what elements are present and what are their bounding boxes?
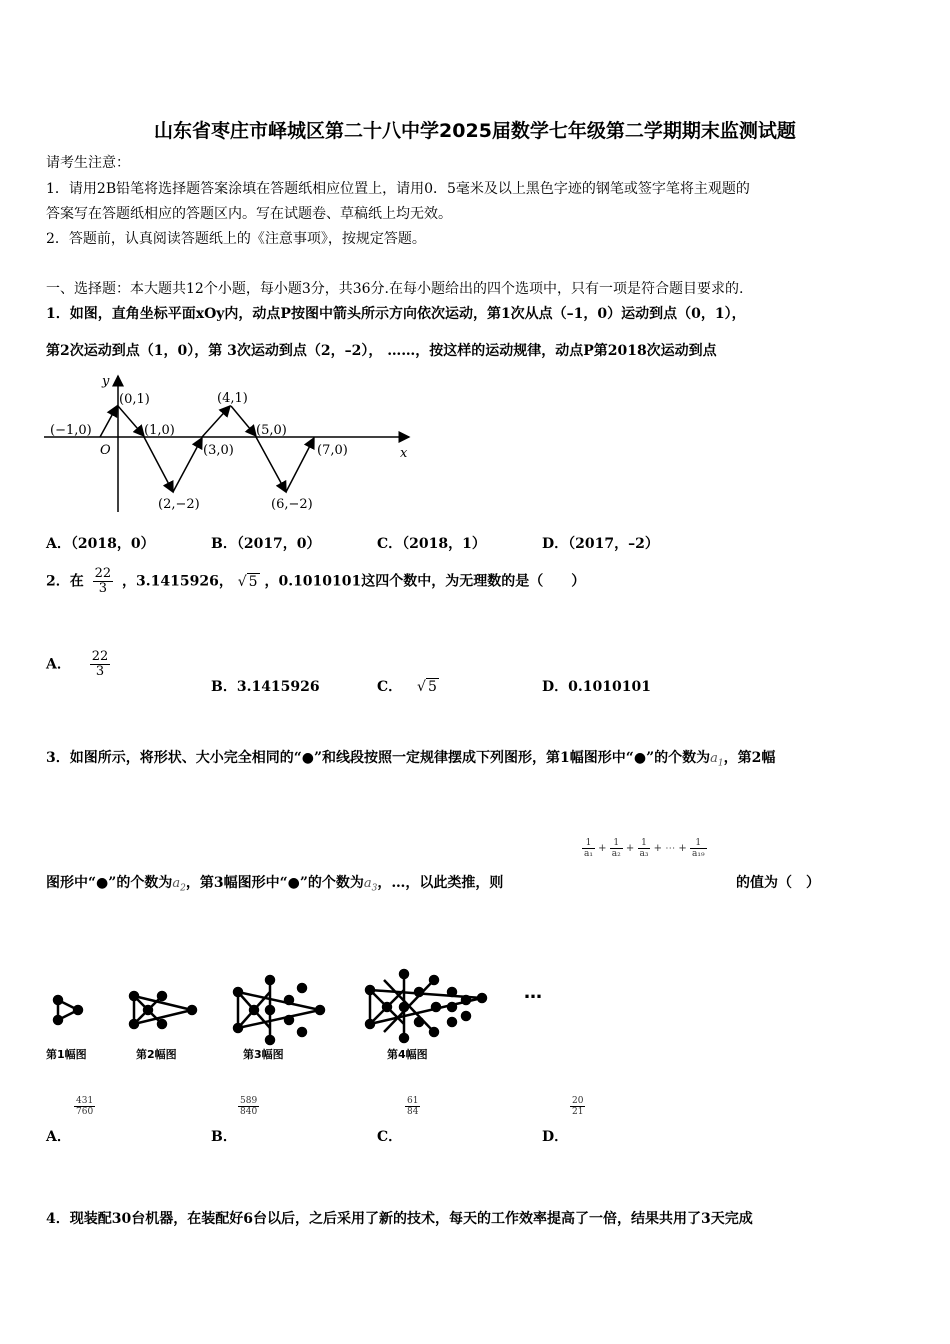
- notice-item-1-cont: 答案写在答题纸相应的答题区内。写在试题卷、草稿纸上均无效。: [46, 206, 452, 222]
- q1-option-d: D．（2017，–2）: [542, 536, 659, 552]
- q3-option-b-label: B．: [211, 1129, 237, 1145]
- figures-ellipsis: …: [524, 982, 542, 1003]
- figure-4-label: 第4幅图: [387, 1048, 428, 1061]
- page-title: 山东省枣庄市峄城区第二十八中学2025届数学七年级第二学期期末监测试题: [154, 120, 796, 142]
- question-1-line-1: 1．如图，直角坐标平面xOy内，动点P按图中箭头所示方向依次运动，第1次从点（–1，0）运动到点（0，1），: [46, 306, 746, 322]
- figure-2: [130, 992, 196, 1028]
- point-label: (2,−2): [158, 497, 200, 512]
- point-label: (0,1): [119, 392, 150, 407]
- q2-option-c: C． √ 5: [377, 679, 437, 695]
- notice-item-1: 1．请用2B铅笔将选择题答案涂填在答题纸相应位置上，请用0．5毫米及以上黑色字迹的钢笔或签字笔将主观题的: [46, 181, 750, 197]
- notice-heading: 请考生注意：: [46, 155, 130, 171]
- q2-option-a: A． $\frac{22}{3}$: [46, 649, 109, 679]
- figure-1: [54, 996, 82, 1024]
- figure-3-label: 第3幅图: [243, 1048, 284, 1061]
- q1-coordinate-graph: [44, 370, 424, 520]
- q3-option-c-fraction: $\frac{61}{84}$: [407, 1096, 419, 1117]
- question-4-line-1: 4．现装配30台机器，在装配好6台以后，之后采用了新的技术，每天的工作效率提高了一倍，结果共用了3天完成: [46, 1211, 753, 1227]
- y-axis-label: y: [102, 374, 110, 389]
- q2-mid: ，3.1415926，: [122, 573, 233, 590]
- question-3-line-2: 图形中“●”的个数为$a_2$，第3幅图形中“●”的个数为$a_3$，…，以此类推，则: [46, 875, 504, 894]
- point-label: (3,0): [203, 443, 234, 458]
- point-label: (4,1): [217, 391, 248, 406]
- fraction-22-3: $\frac{22}{3}$: [91, 649, 109, 679]
- point-label: (7,0): [317, 443, 348, 458]
- q3-option-a-fraction: $\frac{431}{760}$: [76, 1096, 94, 1117]
- question-3-line-1: 3．如图所示，将形状、大小完全相同的“●”和线段按照一定规律摆成下列图形，第1幅图形中“●”的个数为$a_1$，第2幅: [46, 750, 776, 769]
- figure-1-label: 第1幅图: [46, 1048, 87, 1061]
- section-heading: 一、选择题：本大题共12个小题，每小题3分，共36分.在每小题给出的四个选项中，只有一项是符合题目要求的.: [46, 281, 744, 297]
- point-label: (6,−2): [271, 497, 313, 512]
- sum-expression: $\frac{1}{\text{a₁}}$ + $\frac{1}{\text{a₂}}$ + $\frac{1}{\text{a₃}}$ + ⋯ + $\frac{1}{\text{a₁₉}}$: [584, 838, 705, 859]
- figure-4: [366, 970, 486, 1042]
- q3-option-c-label: C．: [377, 1129, 403, 1145]
- q2-prefix: 2．在: [46, 573, 84, 590]
- q3-option-d-fraction: $\frac{20}{21}$: [572, 1096, 584, 1117]
- q2-option-b: B．3.1415926: [211, 679, 320, 695]
- q1-option-c: C．（2018，1）: [377, 536, 486, 552]
- q3-line-2-end: 的值为（ ）: [736, 875, 820, 891]
- q3-option-b-fraction: $\frac{589}{840}$: [240, 1096, 258, 1117]
- point-label: (5,0): [256, 423, 287, 438]
- question-1-line-2: 第2次运动到点（1，0），第 3次运动到点（2，–2）， ……，按这样的运动规律，动点P第2018次运动到点: [46, 343, 717, 359]
- figure-2-label: 第2幅图: [136, 1048, 177, 1061]
- point-label: (1,0): [144, 423, 175, 438]
- q3-option-a-label: A．: [46, 1129, 71, 1145]
- q1-option-a: A．（2018，0）: [46, 536, 155, 552]
- q2-option-d: D．0.1010101: [542, 679, 651, 695]
- point-label: (−1,0): [50, 423, 92, 438]
- fraction-22-3: $\frac{22}{3}$: [94, 566, 112, 596]
- sqrt-5: √ 5: [237, 573, 258, 590]
- q2-suffix: ，0.1010101这四个数中，为无理数的是（ ）: [264, 573, 586, 590]
- notice-item-2: 2．答题前，认真阅读答题纸上的《注意事项》，按规定答题。: [46, 231, 426, 247]
- x-axis-label: x: [400, 446, 408, 461]
- origin-label: O: [100, 443, 111, 458]
- figure-3: [234, 976, 324, 1044]
- sqrt-5: √ 5: [417, 679, 437, 695]
- q3-option-d-label: D．: [542, 1129, 569, 1145]
- q3-dot-figures: [44, 960, 564, 1070]
- q1-option-b: B．（2017，0）: [211, 536, 321, 552]
- question-2: [46, 567, 585, 596]
